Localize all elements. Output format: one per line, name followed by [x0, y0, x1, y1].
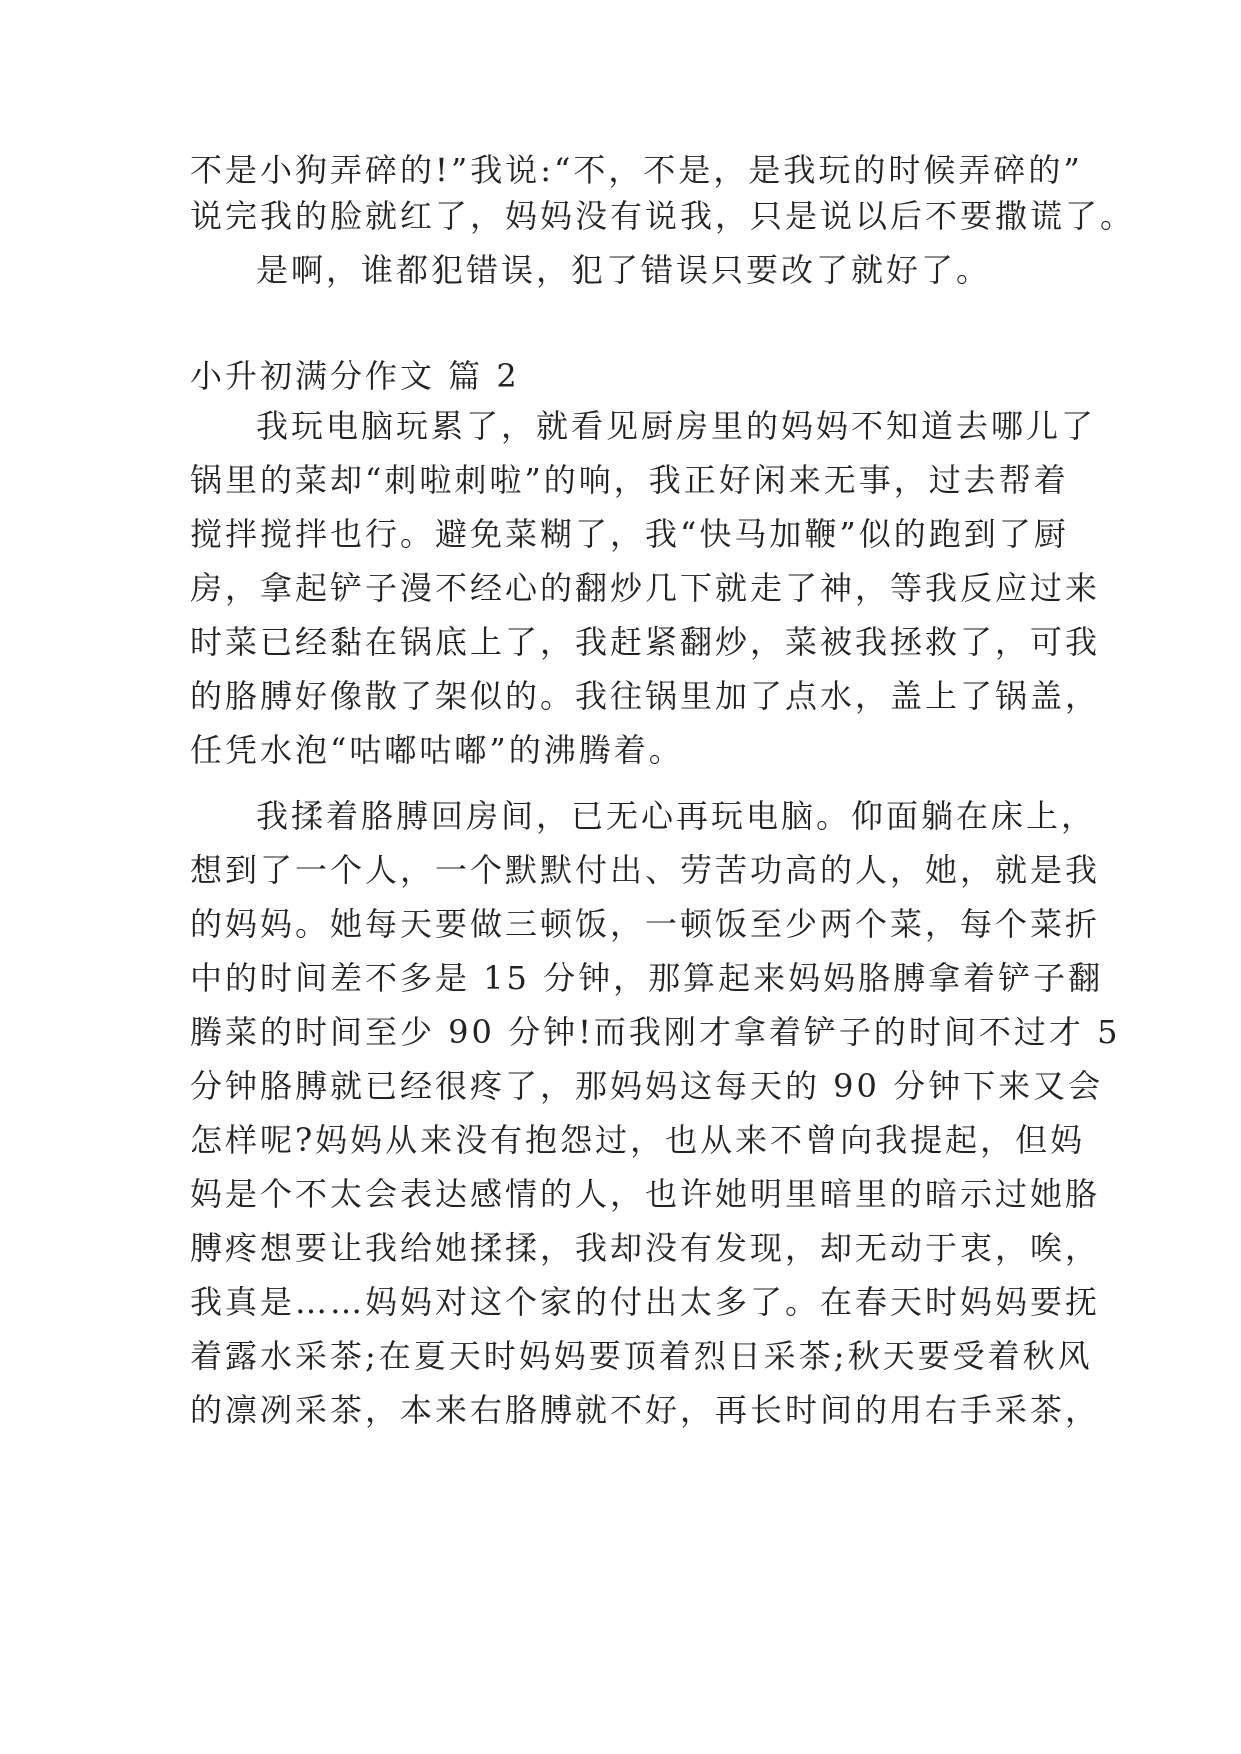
text-line: 想到了一个人，一个默默付出、劳苦功高的人，她，就是我 [190, 851, 1101, 889]
text-line: 不是小狗弄碎的!”我说:“不，不是，是我玩的时候弄碎的” [190, 151, 1083, 189]
section-title: 小升初满分作文 篇 2 [190, 357, 520, 395]
text-line: 怎样呢?妈妈从来没有抱怨过，也从来不曾向我提起，但妈 [190, 1121, 1086, 1159]
text-line: 时菜已经黏在锅底上了，我赶紧翻炒，菜被我拯救了，可我 [190, 623, 1101, 661]
text-line: 是啊，谁都犯错误，犯了错误只要改了就好了。 [256, 251, 992, 289]
text-line: 说完我的脸就红了，妈妈没有说我，只是说以后不要撒谎了。 [190, 197, 1136, 235]
text-line: 任凭水泡“咕嘟咕嘟”的沸腾着。 [190, 731, 684, 769]
text-line: 着露水采茶;在夏天时妈妈要顶着烈日采茶;秋天要受着秋风 [190, 1337, 1093, 1375]
text-line: 中的时间差不多是 15 分钟，那算起来妈妈胳膊拿着铲子翻 [190, 959, 1104, 997]
text-line: 搅拌搅拌也行。避免菜糊了，我“快马加鞭”似的跑到了厨 [190, 515, 1069, 553]
text-line: 锅里的菜却“刺啦刺啦”的响，我正好闲来无事，过去帮着 [190, 461, 1069, 499]
text-line: 我揉着胳膊回房间，已无心再玩电脑。仰面躺在床上， [256, 797, 1097, 835]
text-line: 腾菜的时间至少 90 分钟!而我刚才拿着铲子的时间不过才 5 [190, 1013, 1121, 1051]
text-line: 膊疼想要让我给她揉揉，我却没有发现，却无动于衷，唉， [190, 1229, 1101, 1267]
text-line: 的胳膊好像散了架似的。我往锅里加了点水，盖上了锅盖， [190, 677, 1101, 715]
text-line: 的凛冽采茶，本来右胳膊就不好，再长时间的用右手采茶， [190, 1391, 1101, 1429]
text-line: 我玩电脑玩累了，就看见厨房里的妈妈不知道去哪儿了 [256, 407, 1097, 445]
text-line: 房，拿起铲子漫不经心的翻炒几下就走了神，等我反应过来 [190, 569, 1101, 607]
text-line: 我真是……妈妈对这个家的付出太多了。在春天时妈妈要抚 [190, 1283, 1101, 1321]
text-line: 妈是个不太会表达感情的人，也许她明里暗里的暗示过她胳 [190, 1175, 1101, 1213]
text-line: 的妈妈。她每天要做三顿饭，一顿饭至少两个菜，每个菜折 [190, 905, 1101, 943]
text-line: 分钟胳膊就已经很疼了，那妈妈这每天的 90 分钟下来又会 [190, 1067, 1104, 1105]
